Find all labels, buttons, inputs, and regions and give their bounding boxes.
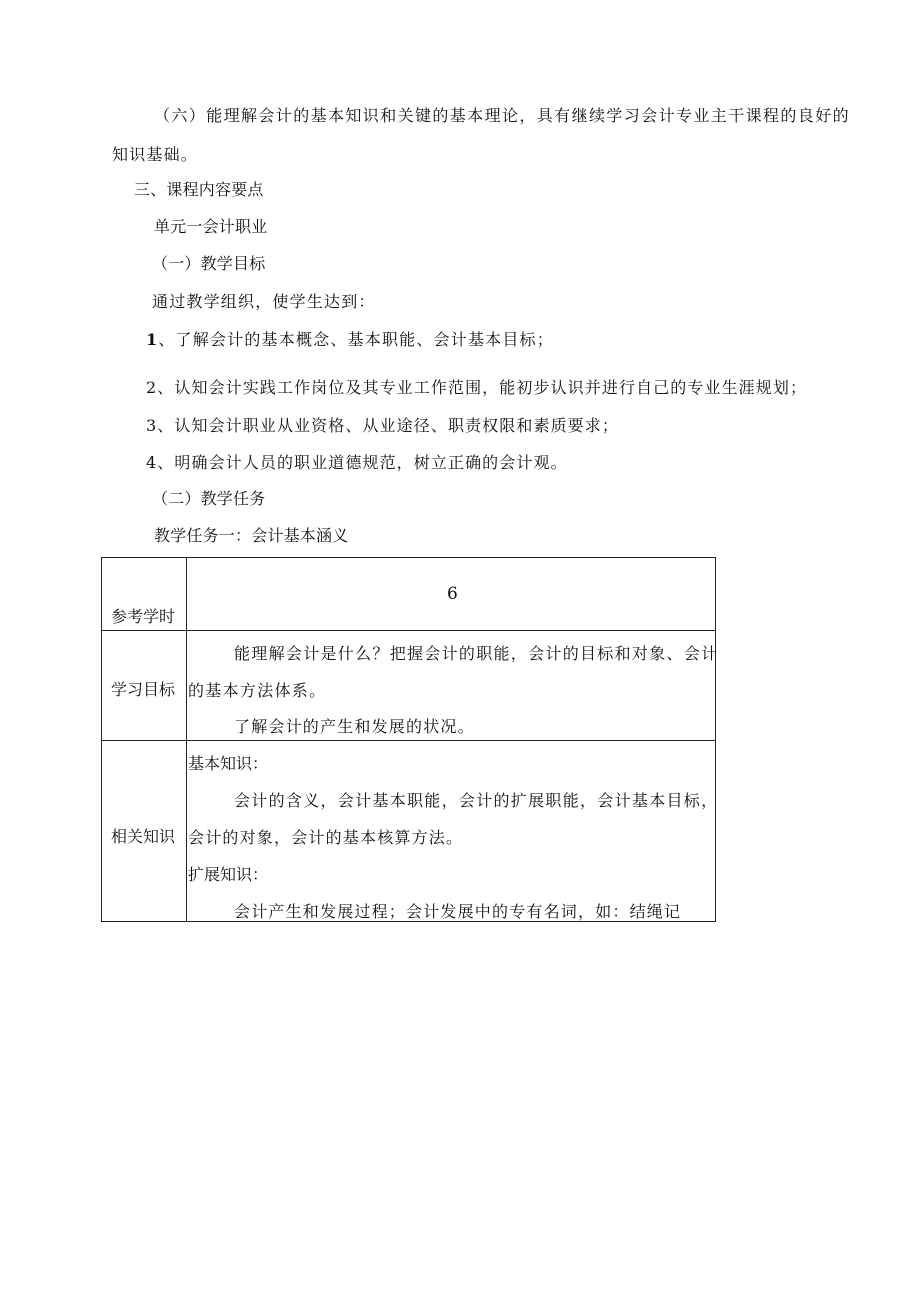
extended-knowledge-heading: 扩展知识： xyxy=(188,865,269,884)
objective-item-text: 、认知会计职业从业资格、从业途径、职责权限和素质要求； xyxy=(157,416,619,435)
paragraph-objective-6-line1: （六）能理解会计的基本知识和关键的基本理论，具有继续学习会计专业主干课程的良好的 xyxy=(154,106,851,125)
objective-item-number: 2 xyxy=(146,378,158,397)
objective-item-number: 1 xyxy=(146,330,159,349)
learning-goal-line: 能理解会计是什么？把握会计的职能，会计的目标和对象、会计 xyxy=(234,644,719,663)
basic-knowledge-line: 会计的含义，会计基本职能，会计的扩展职能，会计基本目标， xyxy=(234,791,719,810)
objectives-intro: 通过教学组织，使学生达到： xyxy=(152,292,376,311)
objective-item-text: 、明确会计人员的职业道德规范，树立正确的会计观。 xyxy=(157,453,568,472)
objective-item-text: 、认知会计实践工作岗位及其专业工作范围，能初步认识并进行自己的专业生涯规划； xyxy=(157,378,808,397)
table-row-divider xyxy=(102,740,715,741)
objective-item-3 xyxy=(146,416,619,436)
tasks-heading: （二）教学任务 xyxy=(152,489,266,508)
extended-knowledge-line: 会计产生和发展过程；会计发展中的专有名词，如：结绳记 xyxy=(234,902,682,921)
objective-item-text: 、了解会计的基本概念、基本职能、会计基本目标； xyxy=(158,330,554,349)
task-table xyxy=(101,557,719,922)
task-title: 教学任务一：会计基本涵义 xyxy=(154,526,349,545)
learning-goal-line: 了解会计的产生和发展的状况。 xyxy=(234,717,475,736)
paragraph-objective-6-line2: 知识基础。 xyxy=(112,145,199,164)
hours-value: 6 xyxy=(447,584,458,604)
learning-goal-line: 的基本方法体系。 xyxy=(188,681,327,700)
related-knowledge-label: 相关知识 xyxy=(111,827,176,846)
section-heading-course-content: 三、课程内容要点 xyxy=(134,180,264,199)
objective-item-number: 4 xyxy=(146,453,158,472)
objective-item-number: 3 xyxy=(146,416,158,435)
hours-label: 参考学时 xyxy=(111,607,176,626)
learning-goal-label: 学习目标 xyxy=(111,680,176,699)
objective-item-4 xyxy=(146,453,568,473)
basic-knowledge-heading: 基本知识： xyxy=(188,754,269,773)
objectives-heading: （一）教学目标 xyxy=(152,254,266,273)
basic-knowledge-line: 会计的对象，会计的基本核算方法。 xyxy=(188,828,464,847)
objective-item-2 xyxy=(146,378,807,398)
table-row-divider xyxy=(102,630,715,631)
unit-heading: 单元一会计职业 xyxy=(154,217,268,236)
objective-item-1 xyxy=(146,330,554,350)
